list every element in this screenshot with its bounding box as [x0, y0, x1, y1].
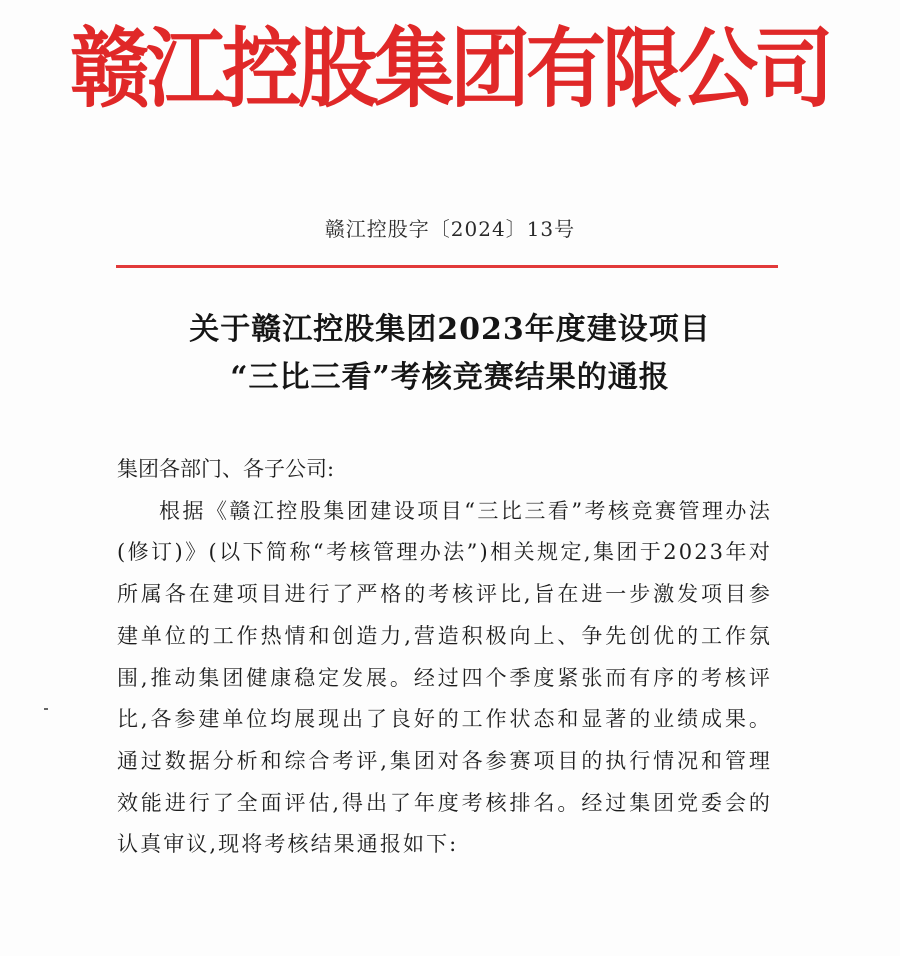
organization-letterhead: 赣江控股集团有限公司	[70, 18, 830, 120]
salutation: 集团各部门、各子公司:	[117, 457, 335, 481]
scan-speck	[44, 708, 48, 710]
body-paragraph: 根据《赣江控股集团建设项目“三比三看”考核竞赛管理办法(修订)》(以下简称“考核管理办法”)相关规定,集团于2023年对所属各在建项目进行了严格的考核评比,旨在进一步激发项目参建单位的工作热情和创造力,营造积极向上、争先创优的工作氛围,推动集团健康稳定发展。经过四个季度紧张而有序的考核评比,各参建单位均展现出了良好的工作状态和显著的业绩成果。通过数据分析和综合考评,集团对各参赛项目的执行情况和管理效能进行了全面评估,得出了年度考核排名。经过集团党委会的认真审议,现将考核结果通报如下:	[117, 498, 772, 857]
header-divider-line	[116, 265, 778, 268]
document-body	[117, 449, 772, 866]
document-title	[0, 306, 900, 402]
document-number: 赣江控股字〔2024〕13号	[324, 217, 576, 241]
title-line-2: “三比三看”考核竞赛结果的通报	[230, 360, 670, 395]
title-line-1: 关于赣江控股集团2023年度建设项目	[189, 312, 711, 347]
